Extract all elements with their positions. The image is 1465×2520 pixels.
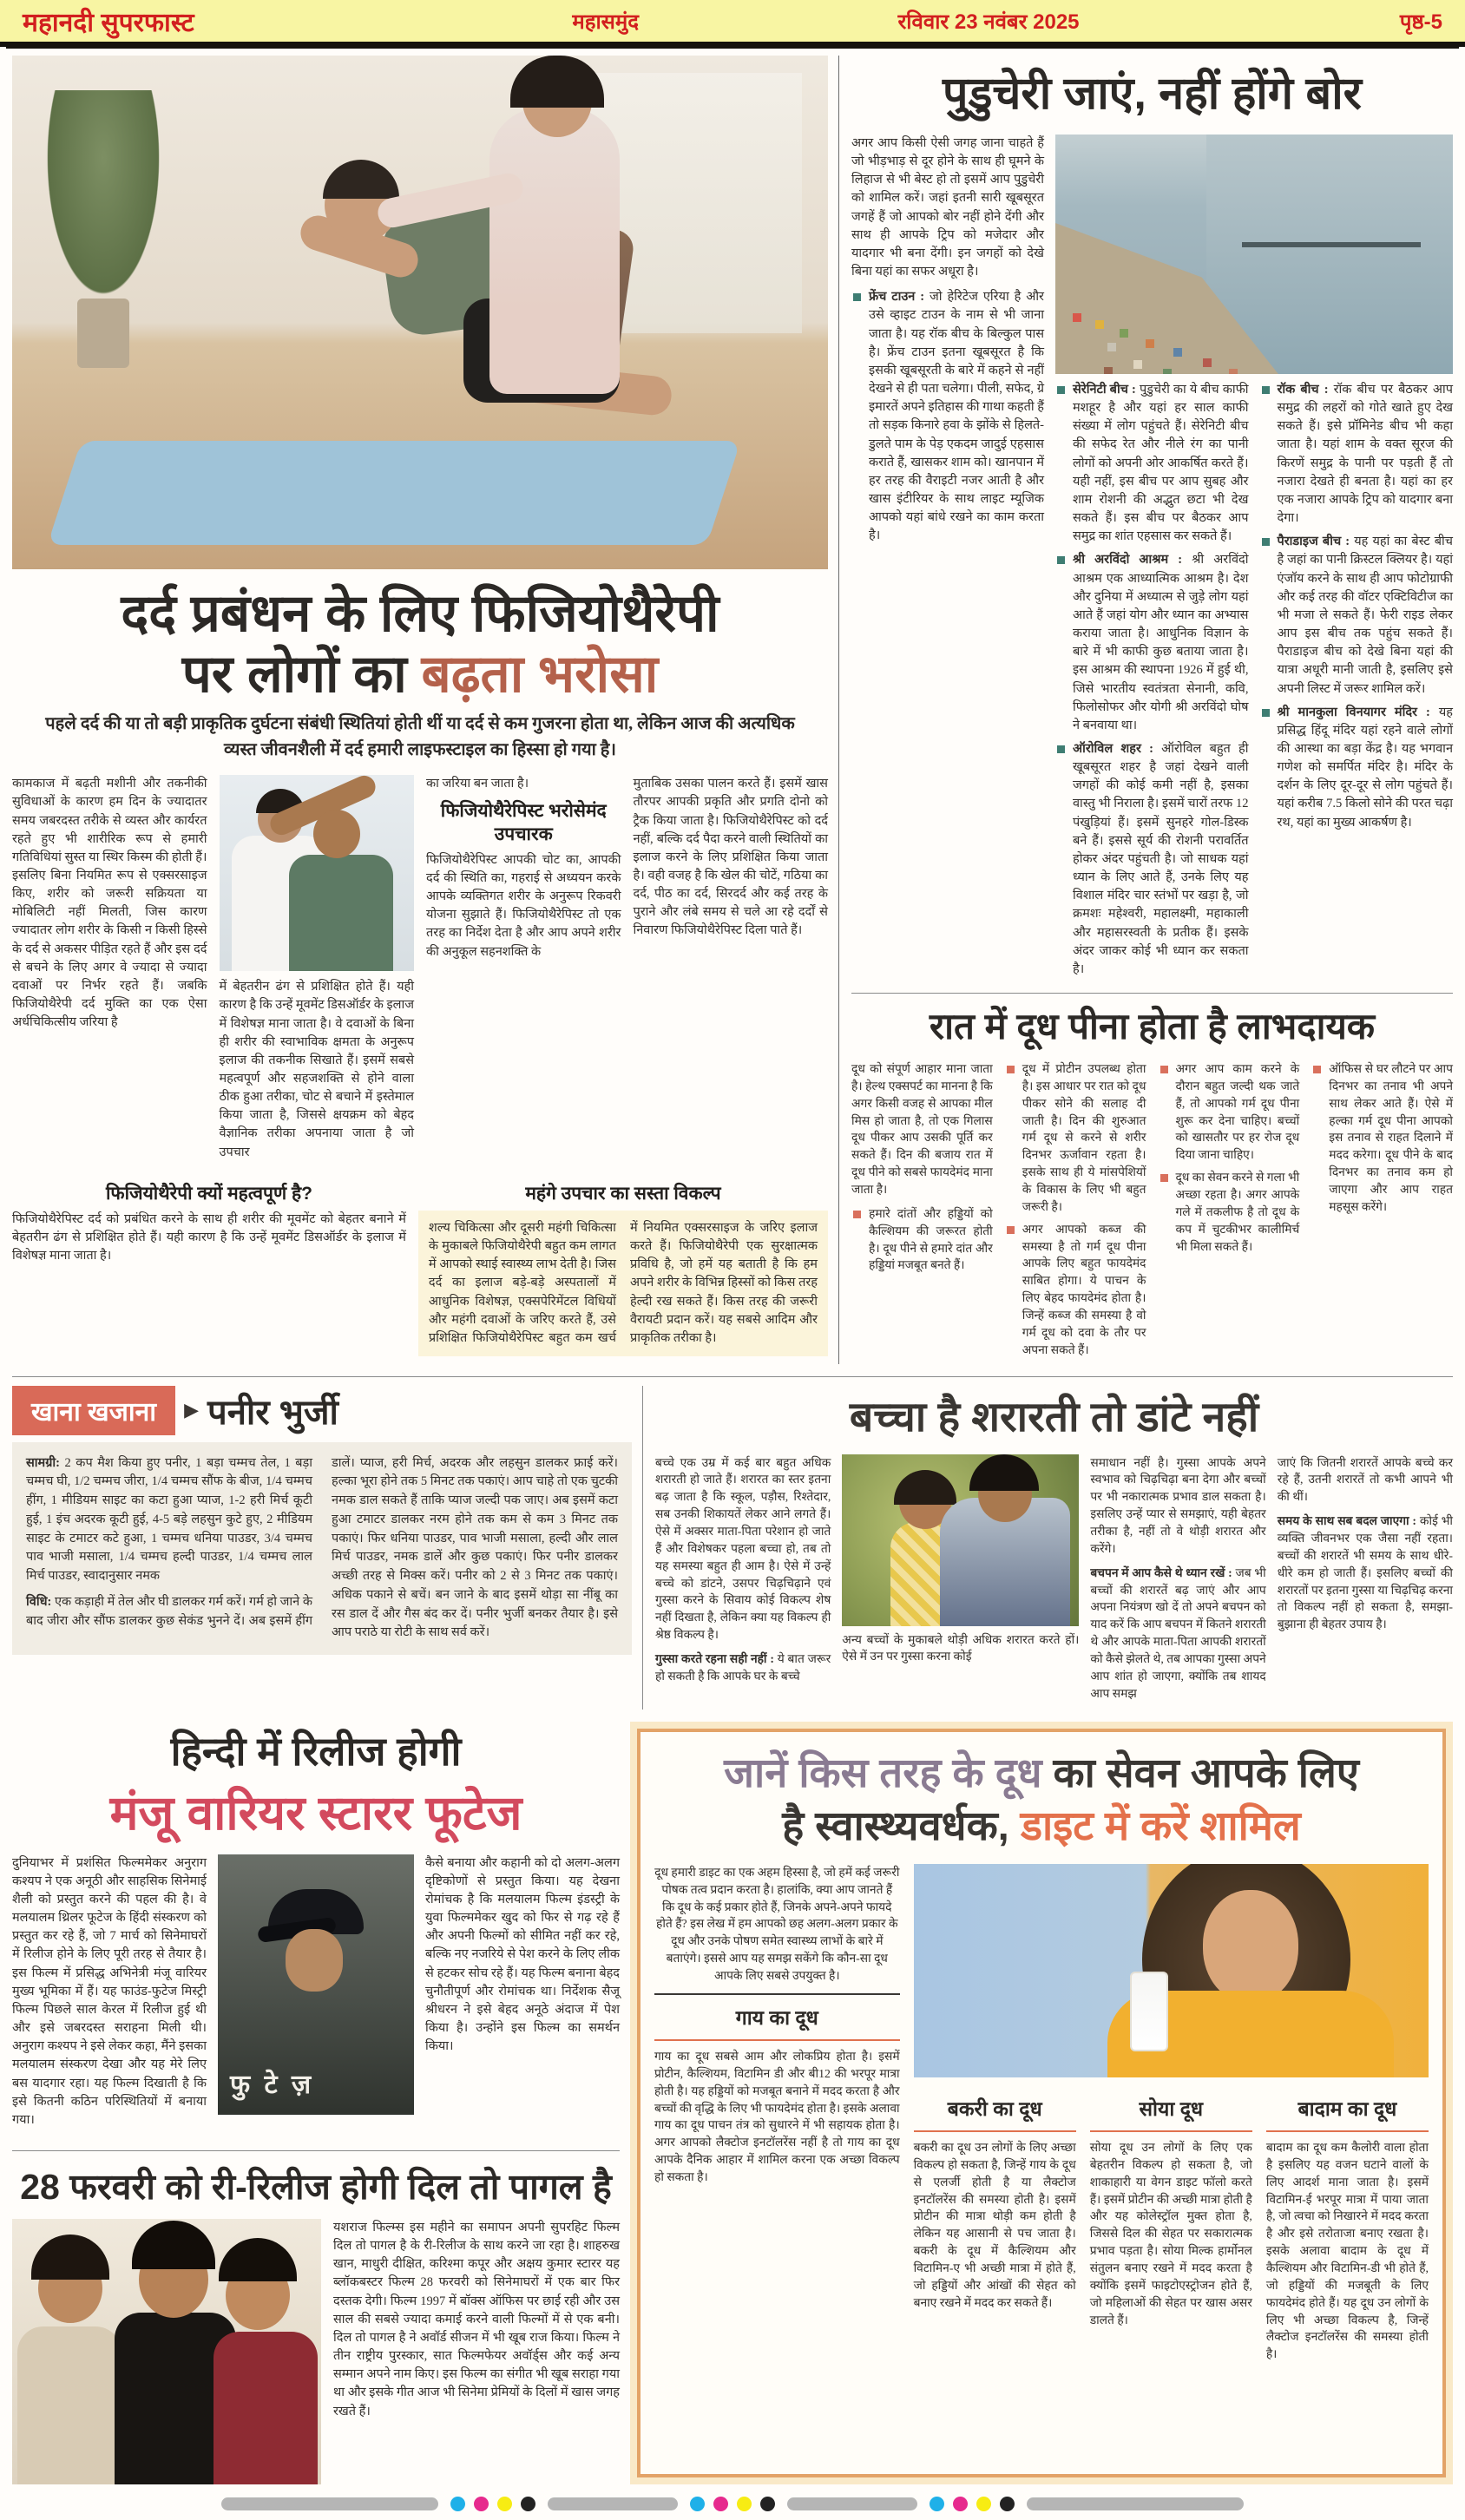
puducherry-right xyxy=(1055,135,1453,984)
body-paragraph: फिजियोथैरेपिस्ट आपकी चोट का, आपकी दर्द की स्थिति का, गहराई से अध्ययन करके आपके व्यक्तिगत शरीर के अनुरूप रिकवरी योजना सुझाते हैं। फिजियोथैरेपिस्ट तो एक तरह का निर्देश देता है और आप अपने शरीर की अनुकूल सहनशक्ति के xyxy=(426,852,621,959)
cyan-dot xyxy=(450,2497,465,2511)
issue-date: रविवार 23 नवंबर 2025 xyxy=(897,10,1080,34)
bullet-title: पैराडाइज बीच : xyxy=(1277,535,1350,549)
bullet-text: रॉक बीच पर बैठकर आप समुद्र की लहरों को गोते खाते हुए देख सकते हैं। इसे प्रॉमिनेड बीच भी कहा जाता है। यहां शाम के वक्त सूरज की किरणें समुद्र के पानी पर पड़ती हैं तो नजारा देखते ही बनता है। यहां का हर एक नजारा आपके ट्रिप को यादगार बना देगा। xyxy=(1277,383,1453,526)
footage-headline: मंजू वारियर स्टारर फूटेज xyxy=(109,1785,522,1840)
black-dot xyxy=(521,2497,535,2511)
body-paragraph: में बेहतरीन ढंग से प्रशिक्षित होते हैं। यही कारण है कि उन्हें मूवमेंट डिसऑर्डर के इलाज में विशेषज्ञ माना जाता है। वे दवाओं के बिना ही शरीर की स्वाभाविक क्षमता के अनुरूप इलाज की तकनीक सिखाते हैं। इसमें सबसे महत्वपूर्ण और सहजशक्ति से होने वाला ठीक हुआ तरीका, चोट से बचाने में इस्तेमाल किया जाता है, जिससे क्षयक्रम को बेहद वैज्ञानिक तरीका अपनाया जाता है जो उपचार xyxy=(219,980,414,1159)
puducherry-coast-photo xyxy=(1055,135,1453,374)
pier-shape xyxy=(1242,242,1421,247)
body-paragraph: का जरिया बन जाता है। xyxy=(426,777,529,791)
list-item xyxy=(851,1205,993,1274)
milk-col3 xyxy=(1090,2086,1252,2370)
physio-body xyxy=(12,775,828,1169)
body-paragraph: समाधान नहीं है। गुस्सा आपके अपने स्वभाव को चिढ़चिढ़ा बना देगा और बच्चों पर भी नकारात्मक प्रभाव डाल सकता है। इसलिए उन्हें प्यार से समझाएं, यही बेहतर तरीका है, नहीं तो वे थोड़ी शरारत और करेंगे। xyxy=(1090,1455,1266,1555)
child-col1 xyxy=(655,1454,831,1710)
puducherry-headline: पुडुचेरी जाएं, नहीं होंगे बोर xyxy=(943,69,1362,119)
list-item xyxy=(1159,1060,1300,1164)
recipe-box xyxy=(12,1442,632,1656)
bullet-text: ऑरोविल बहुत ही खूबसूरत शहर है जहां देखने वाली जगहों की कोई कमी नहीं है, इसका वास्तु भी निराला है। इसमें चारों तरफ 12 पंखुड़ियां हैं। इसमें सुनहरे गोल-डिस्क बने हैं। इससे सूर्य की रोशनी परावर्तित होकर अंदर पहुंचती है। जो साधक यहां ध्यान के लिए आते हैं, उनके लिए यह विशाल मंदिर चार स्तंभों पर खड़ा है, जो क्रमशः महेश्वरी, महालक्ष्मी, महाकाली और महासरस्वती के प्रतीक हैं। इसके अंदर जाकर कोई भी ध्यान कर सकता है। xyxy=(1073,741,1249,976)
physio-subhead-trust: फिजियोथैरेपिस्ट भरोसेमंद उपचारक xyxy=(440,801,607,844)
headline-line2: पर लोगों का xyxy=(181,644,422,703)
cheap-treatment-box xyxy=(418,1211,828,1356)
bold-lead: समय के साथ सब बदल जाएगा : xyxy=(1277,1514,1417,1528)
body-paragraph xyxy=(655,1650,831,1685)
bullet-title: सेरेनिटी बीच : xyxy=(1073,383,1136,397)
registration-bar xyxy=(1027,2497,1244,2510)
body-paragraph: गाय का दूध सबसे आम और लोकप्रिय होता है। इसमें प्रोटीन, कैल्शियम, विटामिन डी और बी12 की भरपूर मात्रा होती है। यह हड्डियों को मजबूत बनाने में मदद करता है और बच्चों की वृद्धि के लिए भी फायदेमंद होता है। इसके अलावा गाय का दूध पाचन तंत्र को सुधारने में भी सहायक होता है। अगर आपको लैक्टोज इनटॉलरेंस नहीं है तो गाय का दूध आपके दैनिक आहार में शामिल करना एक अच्छा विकल्प हो सकता है। xyxy=(654,2049,900,2183)
body-paragraph xyxy=(1278,1513,1453,1633)
cyan-dot xyxy=(690,2497,705,2511)
body-text: कोई भी व्यक्ति जीवनभर एक जैसा नहीं रहता। बच्चों की शरारतें भी समय के साथ धीरे-धीरे कम हो जाती हैं। इसलिए बच्चों की शरारतों पर इतना गुस्सा या चिढ़चिढ़ करना तो विकल्प नहीं हो सकता है, समझा-बुझाना ही बेहतर उपाय है। xyxy=(1277,1514,1454,1631)
puducherry-col1 xyxy=(851,135,1044,984)
physio-col2 xyxy=(220,775,415,1169)
physio-subhead-cheap: महंगे उपचार का सस्ता विकल्प xyxy=(525,1183,721,1204)
child-middle xyxy=(842,1454,1079,1710)
article-puducherry xyxy=(851,61,1453,984)
registration-bar xyxy=(221,2497,438,2510)
cmyk-dots xyxy=(930,2497,1015,2511)
middle-section xyxy=(12,1376,1453,1710)
body-paragraph xyxy=(1090,1565,1265,1703)
right-column-top xyxy=(838,56,1453,1364)
body-paragraph: दुनियाभर में प्रशंसित फिल्ममेकर अनुराग कश्यप ने एक अनूठी और साहसिक सिनेमाई शैली को प्रस्तुत करने की पहल की है। वे मलयालम थ्रिलर फूटेज के हिंदी संस्करण को प्रस्तुत कर रहे हैं, जो 7 मार्च को सिनेमाघरों में रिलीज होने के लिए पूरी तरह से तैयार है। इस फिल्म में प्रसिद्ध अभिनेत्री मंजू वारियर मुख्य भूमिका में हैं। यह फाउंड-फुटेज मिस्ट्री फिल्म पिछले साल केरल में रिलीज हुई थी और इसे जबरदस्त सराहना मिली थी। अनुराग कश्यप ने इसे लेकर कहा, मैंने इसका मलयालम संस्करण देखा और यह मेरे लिए बस यादगार रहा। यह फिल्म दिखाती है कि इसे कितनी कठिन परिस्थितियों में बनाया गया। xyxy=(12,1855,207,2127)
figure-shape xyxy=(289,855,393,971)
bullet-text: यह प्रसिद्ध हिंदू मंदिर यहां रहने वाले लोगों की आस्था का बड़ा केंद्र है। यह भगवान गणेश को समर्पित मंदिर है। मंदिर के दर्शन के लिए दूर-दूर से लोग पहुंचते हैं। यहां करीब 7.5 किलो सोने की परत चढ़ा रथ, यहां का मुख्य आकर्षण है। xyxy=(1277,705,1453,830)
father-child-photo xyxy=(842,1454,1079,1626)
physio-col1 xyxy=(12,775,207,1169)
puducherry-col3 xyxy=(1260,381,1454,984)
milk-types-wrapper xyxy=(630,1722,1453,2484)
method-text: एक कड़ाही में तेल और घी डालकर गर्म करें। गर्म हो जाने के बाद जीरा और सौंफ डालकर कुछ सेकंड भुनने दें। अब इसमें हींग डालें। प्याज, हरी मिर्च, अदरक और लहसुन डालकर फ्राई करें। हल्का भूरा होने तक 5 मिनट तक पकाएं। आप चाहे तो एक चुटकी नमक डाल सकते हैं ताकि प्याज जल्दी पक जाए। अब इसमें कटा हुआ टमाटर डालकर नरम होने तक कम से कम 3 मिनट तक पकाएं। फिर धनिया पाउडर, पाव भाजी मसाला, हल्दी और लाल मिर्च पाउडर, नमक डालें और कुछ पकाएं। फिर पनीर डालकर अच्छी तरह से मिक्स करें। पनीर को 2 से 3 मिनट तक पकाएं। अधिक पकाने से बचें। बन जाने के बाद इसमें थोड़ा सा नींबू का रस डाल दें और गैस बंद कर दें। पनीर भुर्जी बनकर तैयार है। इसे आप पराठे या रोटी के साथ सर्व करें। xyxy=(26,1455,618,1640)
registration-bar xyxy=(548,2497,678,2510)
list-item xyxy=(1055,740,1249,979)
list-item xyxy=(1260,381,1454,528)
milk-col1 xyxy=(654,1864,900,2370)
yellow-dot xyxy=(976,2497,991,2511)
milk-subhead-soy: सोया दूध xyxy=(1090,2095,1252,2132)
figure-shape xyxy=(969,1454,1039,1491)
dtph-text xyxy=(333,2219,620,2484)
footage-col1 xyxy=(12,1854,207,2136)
article-recipe xyxy=(12,1386,642,1710)
recipe-ingredients xyxy=(26,1454,312,1586)
article-dil-to-pagal-hai xyxy=(12,2150,620,2484)
dtph-headline: 28 फरवरी को री-रिलीज होगी दिल तो पागल है xyxy=(20,2166,612,2207)
body-paragraph: यशराज फिल्म्स इस महीने का समापन अपनी सुपरहिट फिल्म दिल तो पागल है के री-रिलीज के साथ करने जा रहा है। शाहरुख खान, माधुरी दीक्षित, करिश्मा कपूर और अक्षय कुमार स्टारर यह ब्लॉकबस्टर फिल्म 28 फरवरी को सिनेमाघरों में एक बार फिर दस्तक देगी। फिल्म 1997 में बॉक्स ऑफिस पर छाई रही और उस साल की सबसे ज्यादा कमाई करने वाली फिल्मों में से एक बनी। दिल तो पागल है ने अवॉर्ड सीजन में भी खूब राज किया। फिल्म ने तीन राष्ट्रीय पुरस्कार, सात फिल्मफेयर अवॉर्ड्स और कई अन्य सम्मान अपने नाम किए। इस फिल्म का संगीत भी खूब सराहा गया था और इसके गीत आज भी सिनेमा प्रेमियों के दिलों में खास जगह रखते हैं। xyxy=(333,2220,620,2418)
figure-shape xyxy=(894,1470,956,1505)
magenta-dot xyxy=(474,2497,489,2511)
child-col3 xyxy=(1090,1454,1265,1710)
body-paragraph: फिजियोथैरेपिस्ट दर्द को प्रबंधित करने के साथ ही शरीर की मूवमेंट को बेहतर बनाने में बेहतरीन ढंग से प्रशिक्षित होते हैं। यही कारण है कि उन्हें मूवमेंट डिसऑर्डर के इलाज में विशेषज्ञ माना जाता है। xyxy=(12,1212,406,1263)
physio-cheap-block xyxy=(418,1178,828,1356)
figure-shape xyxy=(313,810,360,858)
bullet-title: फ्रेंच टाउन : xyxy=(869,290,925,305)
body-paragraph: सोया दूध उन लोगों के लिए एक बेहतरीन विकल्प हो सकता है, जो शाकाहारी या वेगन डाइट फॉलो करते हैं। इसमें प्रोटीन की अच्छी मात्रा होती है और यह कोलेस्ट्रॉल मुक्त होता है, जिससे दिल की सेहत पर सकारात्मक प्रभाव पड़ता है। सोया मिल्क हार्मोनल संतुलन बनाए रखने में मदद करता है क्योंकि इसमें फाइटोएस्ट्रोजन होते हैं, जो महिलाओं की सेहत पर खास असर डालते हैं। xyxy=(1089,2140,1252,2326)
plant-shape xyxy=(38,90,168,316)
ingredients-text: 2 कप मैश किया हुए पनीर, 1 बड़ा चम्मच तेल, 1 बड़ा चम्मच घी, 1/2 चम्मच जीरा, 1/4 चम्मच सौंफ के बीज, 1/4 चम्मच हींग, 1 मीडियम साइट का कटा हुआ प्याज, 1-2 हरी मिर्च कूटी हुई, 1 इंच अदरक कूटी हुई, 4-5 बड़े लहसुन कुटे हुए, 2 मीडियम साइट के टमाटर कटे हुआ, 1 चम्मच धनिया पाउडर, 3/4 चम्मच पाव भाजी मसाला, 1/4 चम्मच हल्दी पाउडर, 1/4 चम्मच लाल मिर्च पाउडर, स्वादानुसार नमक xyxy=(26,1455,313,1584)
recipe-title: पनीर भुर्जी xyxy=(207,1393,338,1432)
article-physiotherapy xyxy=(12,56,838,1364)
article-milk-night xyxy=(851,993,1453,1364)
headline-accent: बढ़ता भरोसा xyxy=(421,644,659,703)
milk-subhead-goat: बकरी का दूध xyxy=(914,2095,1076,2132)
body-paragraph: शल्य चिकित्सा और दूसरी महंगी चिकित्सा के मुकाबले फिजियोथैरेपी बहुत कम लागत में आपको स्थाई स्वास्थ्य लाभ देती है। जिस दर्द का इलाज बड़े-बड़े अस्पतालों में आधुनिक विशेषज्ञ, एक्सपेरिमेंटल विधियों और महंगी दवाओं के जरिए करते हैं, उसे प्रशिक्षित फिजियोथैरेपिस्ट बहुत कम खर्च में नियमित एक्सरसाइज के जरिए इलाज करते हैं। फिजियोथैरेपी एक सुरक्षात्मक प्रविधि है, जो हमें यह बताती है कि हम अपने शरीर के विभिन्न हिस्सों को किस तरह हेल्दी रख सकते हैं। किस तरह की जरूरी वैरायटी प्रदान करें। यह सबसे आदिम और प्राकृतिक तरीका है। xyxy=(428,1221,818,1345)
registration-bar xyxy=(787,2497,917,2510)
body-paragraph: बादाम का दूध कम कैलोरी वाला होता है इसलिए यह वजन घटाने वालों के लिए आदर्श माना जाता है। इसमें विटामिन-ई भरपूर मात्रा में पाया जाता है, जो त्वचा को निखारने में मदद करता है और इसे तरोताजा बनाए रखता है। इसके अलावा बादाम के दूध में कैल्शियम और विटामिन-डी भी होते हैं, जो हड्डियों की मजबूती के लिए फायदेमंद होते हैं। यह दूध उन लोगों के लिए भी अच्छा विकल्प है, जिन्हें लैक्टोज इनटॉलरेंस की समस्या होती है। xyxy=(1265,2140,1429,2361)
buildings-shape xyxy=(1073,313,1081,322)
bold-lead: गुस्सा करते रहना सही नहीं : xyxy=(655,1652,774,1666)
physio-subhead-why: फिजियोथैरेपी क्यों महत्वपूर्ण है? xyxy=(105,1183,312,1204)
milk-night-col4 xyxy=(1311,1060,1453,1364)
footage-movie-poster xyxy=(218,1854,414,2115)
black-dot xyxy=(1000,2497,1015,2511)
cmyk-dots xyxy=(450,2497,535,2511)
yoga-mat-shape xyxy=(48,441,741,545)
physio-col4 xyxy=(634,775,829,1169)
article-milk-types xyxy=(637,1729,1446,2477)
list-item xyxy=(851,288,1044,545)
body-text: ये बात जरूर हो सकती है कि आपके घर के बच्चे xyxy=(655,1652,831,1683)
milk-night-col2 xyxy=(1005,1060,1146,1364)
magenta-dot xyxy=(953,2497,968,2511)
body-paragraph: मुताबिक उसका पालन करते हैं। इसमें खास तौरपर आपकी प्रकृति और प्रगति दोनो को ट्रैक किया जाता है। फिजियोथैरेपिस्ट को दर्द नहीं, बल्कि दर्द पैदा करने वाली स्थितियों का इलाज करने के लिए प्रशिक्षित किया जाता है। वही वजह है कि खेल की चोटें, गठिया का दर्द, पीठ का दर्द, सिरदर्द और कई तरह के पुराने और लंबे समय से चले आ रहे दर्दों से निवारण फिजियोथैरेपिस्ट दिला पाते हैं। xyxy=(633,777,828,938)
milk-right xyxy=(914,1864,1429,2370)
article-intro: दूध को संपूर्ण आहार माना जाता है। हेल्थ एक्सपर्ट का मानना है कि अगर किसी वजह से आपका मील मिस हो जाता है, तो एक गिलास दूध पीकर आप उसकी पूर्ति कर सकते हैं। दिन की बजाय रात में दूध पीने को सबसे फायदेमंद माना जाता है। xyxy=(851,1062,993,1197)
page-content xyxy=(0,47,1465,2484)
body-text: जब भी बच्चों की शरारतें बढ़ जाएं और आप अपना नियंत्रण खो दें तो अपने बचपन को याद करें कि आप बचपन में कितने शरारती थे और आपके माता-पिता आपकी शरारतों को कैसे झेलते थे, तब आपका गुस्सा अपने आप शांत हो जाएगा, क्योंकि तब शायद आप समझ xyxy=(1090,1565,1266,1700)
masthead-bar xyxy=(0,0,1465,47)
bullet-text: अगर आप काम करने के दौरान बहुत जल्दी थक जाते हैं, तो आपको गर्म दूध पीना शुरू कर देना चाहिए। बच्चों को खासतौर पर हर रोज दूध दिया जाना चाहिए। xyxy=(1175,1062,1300,1162)
method-label: विधि: xyxy=(26,1594,52,1609)
bullet-title: श्री मानकुला विनयागर मंदिर : xyxy=(1277,705,1430,719)
list-item xyxy=(1260,533,1454,698)
child-col4 xyxy=(1278,1454,1453,1710)
print-registration-marks xyxy=(0,2484,1465,2520)
milk-subhead-almond: बादाम का दूध xyxy=(1266,2095,1429,2132)
black-dot xyxy=(760,2497,775,2511)
article-footage-film xyxy=(12,1723,620,2136)
body-paragraph: अन्य बच्चों के मुकाबले थोड़ी अधिक शरारत करते हों। ऐसे में उन पर गुस्सा करना कोई xyxy=(842,1632,1080,1664)
figure-shape xyxy=(219,2238,297,2281)
footage-kicker: हिन्दी में रिलीज होगी xyxy=(170,1728,462,1774)
figure-shape xyxy=(1203,1890,1298,2003)
body-paragraph: कैसे बनाया और कहानी को दो अलग-अलग दृष्टिकोणों से प्रस्तुत किया। यह देखना रोमांचक है कि मलयालम फिल्म इंडस्ट्री के युवा फिल्ममेकर खुद को फिर से गढ़ रहे हैं और अपनी फिल्मों को सीमित नहीं कर रहे, बल्कि नए नजरिये से पेश करने के लिए लीक से हटकर सोच रहे हैं। यह फिल्म बनाना बेहद चुनौतीपूर्ण और रोमांचक था। निर्देशक सैजू श्रीधरन ने इसे बेहद अनूठे अंदाज में पेश किया है। उन्होंने इस फिल्म का समर्थन किया। xyxy=(425,1855,620,2054)
body-paragraph: बच्चे एक उम्र में कई बार बहुत अधिक शरारती हो जाते हैं। शरारत का स्तर इतना बढ़ जाता है कि स्कूल, पड़ौस, रिश्तेदार, सब उनकी शिकायतें लेकर आने लगते हैं। ऐसे में अक्सर माता-पिता परेशान हो जाते हैं और विशेषकर पहला बच्चा हो, तब तो यह समस्या बहुत ही आम है। ऐसे में उन्हें बच्चे को डांटने, उसपर चिढ़चिढ़ाने एवं गुस्सा करने के सिवाय कोई विकल्प शेष नहीं दिखता है, लेकिन क्या यह विकल्प ही श्रेष्ठ विकल्प है। xyxy=(655,1455,831,1642)
headline-part-dark: का सेवन आपके लिए xyxy=(1041,1749,1359,1795)
cyan-dot xyxy=(930,2497,944,2511)
bold-lead: बचपन में आप कैसे थे ध्यान रखें : xyxy=(1090,1565,1232,1579)
headline-line1: दर्द प्रबंधन के लिए फिजियोथैरेपी xyxy=(121,584,719,642)
physio-headline xyxy=(12,583,828,704)
milk-types-headline xyxy=(654,1746,1429,1852)
figure-shape xyxy=(214,2332,318,2484)
woman-milk-photo xyxy=(914,1864,1429,2077)
puducherry-col2 xyxy=(1055,381,1249,984)
body-paragraph: कामकाज में बढ़ती मशीनी और तकनीकी सुविधाओं के कारण हम दिन के ज्यादातर समय जबरदस्त तरीके से व्यस्त और कार्यरत रहते हुए भी शारीरिक रूप से हमारी गतिविधियां सुस्त या स्थिर किस्म की होती हैं। इसलिए बिना नियमित रूप से एक्सरसाइज किए, शरीर को जरूरी सक्रियता या मोबिलिटी नहीं मिलती, जिस कारण ज्यादातर लोग शरीर के किसी न किसी हिस्से के दर्द से अकसर पीड़ित रहते हैं और इस दर्द से बचने के लिए अगर वे ज्यादा से ज्यादा दवाओं पर निर्भर रहते हैं। जबकि फिजियोथैरेपी दर्द मुक्ति का एक ऐसा अर्धचिकित्सीय जरिया है xyxy=(12,777,207,1030)
physio-lower xyxy=(12,1178,828,1356)
bullet-text: यह यहां का बेस्ट बीच है जहां का पानी क्रिस्टल क्लियर है। यहां एंजॉय करने के साथ ही आप फोटोग्राफी और कई तरह की वॉटर एक्टिविटीज का भी मजा ले सकते हैं। फेरी राइड लेकर आप इस बीच तक पहुंच सकते हैं। पैराडाइज बीच को देखे बिना यहां की यात्रा अधूरी मानी जाती है, इसलिए इसे अपनी लिस्ट में जरूर शामिल करें। xyxy=(1277,535,1453,696)
bullet-title: श्री अरविंदो आश्रम : xyxy=(1073,553,1183,568)
yellow-dot xyxy=(737,2497,752,2511)
physio-why-block xyxy=(12,1178,406,1356)
bottom-left-column xyxy=(12,1722,630,2484)
magenta-dot xyxy=(713,2497,728,2511)
article-intro: अगर आप किसी ऐसी जगह जाना चाहते हैं जो भीड़भाड़ से दूर होने के साथ ही घूमने के लिहाज से भी बेस्ट हो तो इसमें आप पुडुचेरी को शामिल करें। जहां इतनी सारी खूबसूरत जगहें हैं जो आपको बोर नहीं होने देंगी और साथ ही आपके ट्रिप को मजेदार और यादगार भी बना देंगी। इन जगहों को देखे बिना यहां का सफर अधूरा है। xyxy=(851,136,1044,279)
list-item xyxy=(1159,1169,1300,1255)
milk-glass-shape xyxy=(1130,1972,1168,2051)
cmyk-dots xyxy=(690,2497,775,2511)
list-item xyxy=(1260,704,1454,832)
figure-shape xyxy=(286,1929,343,1992)
bullet-text: जो हेरिटेज एरिया है और उसे व्हाइट टाउन के नाम से भी जाना जाता है। यह रॉक बीच के बिल्कुल पास है। फ्रेंच टाउन इतना खूबसूरत है कि इसकी खूबसूरती के बारे में कहने से नहीं देखने से ही पता चलेगा। पीली, सफेद, ग्रे इमारतें अपने इतिहास की गाथा कहती हैं तो सड़क किनारे हवा के झोंके से हिलते-डुलते पाम के पेड़ एकदम जादुई एहसास कराते हैं, खासकर शाम को। खानपान में हर तरह की वैराइटी नजर आती है और खास इंटीरियर के साथ लाइट म्यूजिक आपको यहां बांधे रखने का काम करता है। xyxy=(869,290,1044,543)
ingredients-label: सामग्री: xyxy=(26,1455,60,1470)
list-item xyxy=(1005,1221,1146,1359)
bullet-title: रॉक बीच : xyxy=(1277,383,1329,397)
milk-night-col1 xyxy=(851,1060,993,1364)
list-item xyxy=(1055,551,1249,735)
recipe-header xyxy=(12,1386,632,1435)
bottom-section xyxy=(12,1722,1453,2484)
physiotherapy-photo xyxy=(12,56,828,569)
bullet-title: ऑरोविल शहर : xyxy=(1073,741,1153,756)
figure-shape xyxy=(17,2326,122,2484)
figure-shape xyxy=(132,2221,215,2269)
milk-subhead-cow: गाय का दूध xyxy=(654,2004,900,2041)
figure-shape xyxy=(489,108,620,394)
milk-col4 xyxy=(1266,2086,1429,2370)
plant-pot-shape xyxy=(77,299,129,368)
bullet-text: ऑफिस से घर लौटने पर आप दिनभर का तनाव भी अपने साथ लेकर आते हैं। ऐसे में हल्का गर्म दूध पीना आपको इस तनाव से राहत दिलाने में मदद करेगा। दूध पीने के बाद दिनभर का तनाव कम हो जाएगा और आप राहत महसूस करेंगे। xyxy=(1329,1062,1453,1213)
page-number: पृष्ठ-5 xyxy=(1399,10,1442,34)
body-paragraph: बकरी का दूध उन लोगों के लिए अच्छा विकल्प हो सकता है, जिन्हें गाय के दूध से एलर्जी होती है या लैक्टोज इनटॉलरेंस की समस्या होती है। इसमें प्रोटीन की मात्रा थोड़ी कम होती है लेकिन यह आसानी से पच जाता है। बकरी के दूध में कैल्शियम और विटामिन-ए भी अच्छी मात्रा में होते हैं, जो हड्डियों और आंखों की सेहत को बनाए रखने में मदद कर सकते हैं। xyxy=(913,2140,1076,2309)
list-item xyxy=(1005,1060,1146,1216)
poster-title-text: फु टे ज़ xyxy=(230,2070,315,2099)
figure-shape xyxy=(31,2235,109,2280)
milk-col2 xyxy=(914,2086,1076,2370)
figure-shape xyxy=(510,56,604,108)
headline-part-dark2: है स्वास्थ्यवर्धक, xyxy=(782,1801,1021,1848)
physio-col3 xyxy=(426,775,621,1169)
article-intro: दूध हमारी डाइट का एक अहम हिस्सा है, जो हमें कई जरूरी पोषक तत्व प्रदान करता है। हालांकि, क्या आप जानते हैं कि दूध के कई प्रकार होते हैं, जिनके अपने-अपने फायदे होते हैं? इस लेख में हम आपको छह अलग-अलग प्रकार के दूध और उनके पोषण समेत स्वास्थ्य लाभों के बारे में बताएंगे। इससे आप यह समझ सकेंगे कि कौन-सा दूध आपके लिए सबसे उपयुक्त है। xyxy=(654,1864,900,1995)
physio-deck: पहले दर्द की या तो बड़ी प्राकृतिक दुर्घटना संबंधी स्थितियां होती थीं या दर्द से कम गुजरना होता था, लेकिन आज की अत्यधिक व्यस्त जीवनशैली में दर्द हमारी लाइफस्टाइल का हिस्सा हो गया है। xyxy=(45,714,795,760)
dtph-cast-photo xyxy=(12,2219,321,2484)
milk-night-headline: रात में दूध पीना होता है लाभदायक xyxy=(929,1006,1376,1047)
arrow-right-icon: ▶ xyxy=(184,1399,199,1421)
newspaper-title: महानदी सुपरफास्ट xyxy=(23,8,194,37)
figure-shape xyxy=(323,160,399,199)
yellow-dot xyxy=(497,2497,512,2511)
footage-col2 xyxy=(425,1854,620,2136)
list-item xyxy=(1311,1060,1453,1216)
doctor-examination-photo xyxy=(220,775,415,971)
child-headline: बच्चा है शरारती तो डांटे नहीं xyxy=(849,1394,1259,1440)
headline-part-orange: डाइट में करें शामिल xyxy=(1020,1801,1301,1848)
list-item xyxy=(1055,381,1249,546)
bullet-text: दूध का सेवन करने से गला भी अच्छा रहता है। अगर आपके गले में तकलीफ है तो दूध के कप में चुटकीभर कालीमिर्च भी मिला सकते हैं। xyxy=(1175,1171,1300,1253)
headline-part-purple: जानें किस तरह के दूध xyxy=(724,1749,1042,1795)
bullet-text: अगर आपको कब्ज की समस्या है तो गर्म दूध पीना आपके लिए बहुत फायदेमंद साबित होगा। ये पाचन के लिए बेहद फायदेमंद होता है। जिन्हें कब्ज की समस्या है वो गर्म दूध को दवा के तौर पर अपना सकते हैं। xyxy=(1022,1222,1146,1356)
bullet-text: पुडुचेरी का ये बीच काफी मशहूर है और यहां हर साल काफी संख्या में लोग पहुंचते हैं। सेरेनिटी बीच की सफेद रेत और नीले रंग का पानी लोगों को अपनी ओर आकर्षित करते हैं। यही नहीं, इस बीच पर आप सुबह और शाम रोशनी की अद्भुत छटा भी देख सकते हैं। इस बीच पर बैठकर आप समुद्र का शांत एहसास कर सकते हैं। xyxy=(1073,383,1249,544)
bullet-text: हमारे दांतों और हड्डियों को कैल्शियम की जरूरत होती है। दूध पीने से हमारे दांत और हड्डियां मजबूत बनते हैं। xyxy=(869,1206,993,1272)
bullet-text: दूध में प्रोटीन उपलब्ध होता है। इस आधार पर रात को दूध पीकर सोने की सलाह दी जाती है। दिन की शुरुआत गर्म दूध से करने से शरीर दिनभर ऊर्जावान रहता है। इसके साथ ही ये मांसपेशियों के विकास के लिए भी बहुत जरूरी है। xyxy=(1022,1062,1146,1213)
bullet-text: श्री अरविंदो आश्रम एक आध्यात्मिक आश्रम है। देश और दुनिया में अध्यात्म से जुड़े लोग यहां आते हैं जहां योग और ध्यान का अभ्यास कराया जाता है। आधुनिक विज्ञान के बारे में भी काफी कुछ बताया जाता है। इस आश्रम की स्थापना 1926 में हुई थी, जिसे भारतीय स्वतंत्रता सेनानी, कवि, फिलोसोफर और योगी श्री अरविंदो घोष ने बनवाया था। xyxy=(1073,553,1249,732)
article-naughty-child xyxy=(642,1386,1453,1710)
body-paragraph: जाएं कि जितनी शरारतें आपके बच्चे कर रहे हैं, उतनी शरारतें तो कभी आपने भी की थीं। xyxy=(1277,1455,1453,1504)
edition-city: महासमुंद xyxy=(572,10,639,34)
top-section xyxy=(12,56,1453,1364)
milk-night-col3 xyxy=(1159,1060,1300,1364)
recipe-badge: खाना खजाना xyxy=(12,1386,175,1435)
